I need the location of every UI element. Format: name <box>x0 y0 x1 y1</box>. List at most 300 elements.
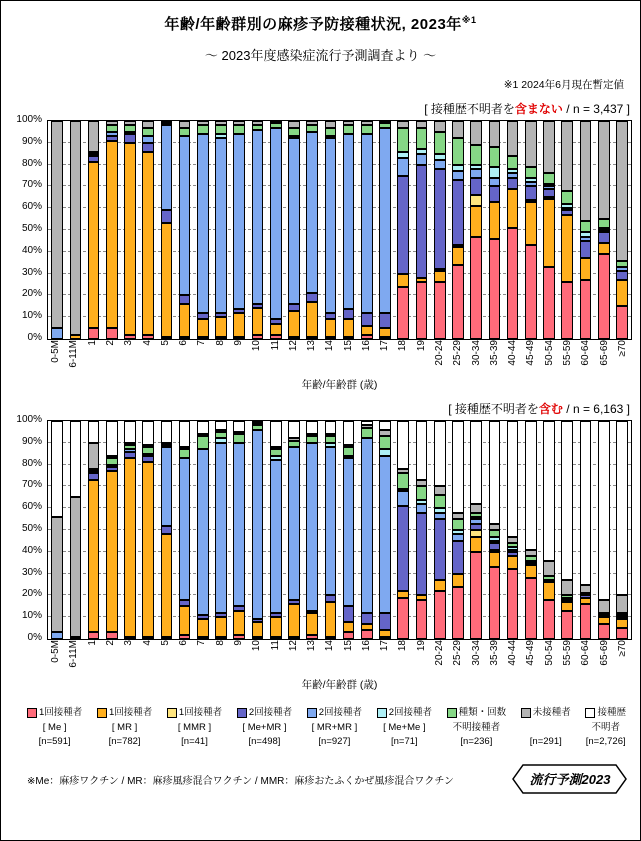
bar-segment <box>161 125 173 210</box>
bar-segment <box>397 506 409 591</box>
bar-column <box>139 421 157 639</box>
bar-segment <box>397 473 409 488</box>
y-tick-label: 30% <box>21 566 42 578</box>
bar-segment <box>379 637 391 639</box>
y-tick-label: 100% <box>16 414 42 425</box>
x-tick-label: 0-5M <box>50 640 62 663</box>
x-tick-label: 10 <box>251 340 263 352</box>
legend-swatch <box>307 708 317 718</box>
x-tick-label: 16 <box>360 640 372 652</box>
bar-column <box>576 421 594 639</box>
bar-segment <box>70 497 82 637</box>
legend-count: [n=71] <box>390 736 418 748</box>
x-tick-label: 13 <box>306 340 318 352</box>
bar-segment <box>452 138 464 164</box>
bar-segment <box>325 637 337 639</box>
x-tick-label: 6-11M <box>68 640 80 668</box>
bar-segment <box>543 561 555 576</box>
stacked-bar <box>142 421 154 639</box>
bar-segment <box>397 176 409 274</box>
stacked-bar <box>325 421 337 639</box>
y-tick-label: 80% <box>21 157 42 169</box>
bar-segment <box>88 421 100 443</box>
x-tick-label: 50-54 <box>543 640 555 666</box>
bar-segment <box>616 628 628 639</box>
bar-column <box>285 121 303 339</box>
bar-segment <box>161 447 173 525</box>
bar-segment <box>470 145 482 165</box>
bar-segment <box>215 125 227 134</box>
x-tick-label: 8 <box>214 340 226 346</box>
bar-segment <box>252 335 264 339</box>
x-tick-label: 3 <box>123 340 135 346</box>
bar-segment <box>470 121 482 145</box>
y-tick-label: 90% <box>21 435 42 447</box>
bar-segment <box>270 324 282 335</box>
bar-segment <box>561 580 573 595</box>
bar-segment <box>197 637 209 639</box>
bar-column <box>66 121 84 339</box>
bar-column <box>176 421 194 639</box>
y-tick-label: 20% <box>21 588 42 600</box>
bar-segment <box>434 169 446 269</box>
bar-segment <box>343 622 355 633</box>
bar-segment <box>561 191 573 204</box>
bar-segment <box>434 580 446 591</box>
legend-item <box>585 706 626 750</box>
legend-sublabel: [ Me ] <box>42 721 67 733</box>
bar-segment <box>379 328 391 337</box>
x-tick-label: 7 <box>196 640 208 646</box>
bar-segment <box>397 421 409 469</box>
x-tick-label: 20-24 <box>434 640 446 666</box>
legend-item <box>27 706 82 750</box>
bar-segment <box>489 239 501 339</box>
bar-segment <box>397 598 409 639</box>
y-tick-label: 70% <box>21 179 42 191</box>
chart-header-prefix: [ 接種歴不明者を <box>448 402 539 416</box>
x-tick-label: 3 <box>123 640 135 646</box>
bar-segment <box>270 637 282 639</box>
bar-segment <box>270 335 282 339</box>
x-tick-label: ≥70 <box>616 640 628 657</box>
bar-segment <box>361 134 373 313</box>
bar-column <box>248 421 266 639</box>
stacked-bar <box>106 121 118 339</box>
bar-segment <box>543 421 555 561</box>
bar-segment <box>434 121 446 132</box>
bar-segment <box>306 443 318 611</box>
bar-segment <box>470 206 482 237</box>
legend-swatch <box>167 708 177 718</box>
x-tick-label: 11 <box>269 640 281 651</box>
stacked-bar <box>70 421 82 639</box>
stacked-bar <box>270 421 282 639</box>
legend-count: [n=291] <box>529 735 562 747</box>
bar-segment <box>215 637 227 639</box>
bar-segment <box>379 337 391 339</box>
bar-segment <box>507 421 519 537</box>
legend-sublabel: 不明接種者 <box>452 721 501 733</box>
y-tick-label: 10% <box>21 610 42 622</box>
bar-segment <box>142 637 154 639</box>
stacked-bar <box>270 121 282 339</box>
x-tick-label: 6 <box>178 640 190 646</box>
bar-segment <box>233 134 245 308</box>
bar-segment <box>197 436 209 449</box>
bar-segment <box>434 132 446 154</box>
bar-segment <box>580 241 592 258</box>
y-tick-label: 60% <box>21 501 42 513</box>
legend-label: 1回接種者 <box>178 707 223 718</box>
bar-column <box>613 121 631 339</box>
x-tick-label: 45-49 <box>525 340 537 366</box>
bar-column <box>103 121 121 339</box>
bar-segment <box>452 180 464 245</box>
bar-segment <box>470 421 482 504</box>
bar-segment <box>325 128 337 137</box>
legend-count: [n=236] <box>460 736 493 748</box>
x-tick-label: 4 <box>141 340 153 346</box>
stacked-bar <box>124 121 136 339</box>
bar-column <box>394 121 412 339</box>
bar-segment <box>543 582 555 599</box>
bar-segment <box>361 613 373 624</box>
bar-segment <box>106 328 118 339</box>
stacked-bar <box>561 121 573 339</box>
bar-column <box>431 121 449 339</box>
x-tick-label: 19 <box>415 340 427 352</box>
legend-sublabel: [ MMR ] <box>177 721 212 733</box>
bar-segment <box>179 635 191 639</box>
x-tick-label: 15 <box>342 640 354 652</box>
bar-column <box>540 421 558 639</box>
stacked-bar <box>543 421 555 639</box>
stacked-bar <box>416 121 428 339</box>
bar-column <box>503 121 521 339</box>
y-tick-label: 100% <box>16 114 42 125</box>
bar-segment <box>288 128 300 137</box>
bar-segment <box>343 606 355 621</box>
bar-segment <box>561 421 573 580</box>
bar-segment <box>598 121 610 219</box>
legend-label: 未接種者 <box>532 707 571 718</box>
bar-segment <box>452 171 464 180</box>
x-tick-label: 65-69 <box>598 640 610 666</box>
bar-segment <box>452 247 464 264</box>
stacked-bar <box>252 421 264 639</box>
bar-segment <box>397 128 409 152</box>
stacked-bar <box>51 421 63 639</box>
bar-segment <box>179 449 191 458</box>
bar-segment <box>288 337 300 339</box>
bar-column <box>84 121 102 339</box>
bar-segment <box>580 604 592 639</box>
bar-segment <box>288 311 300 337</box>
bar-segment <box>142 143 154 152</box>
bar-segment <box>525 245 537 339</box>
stacked-bar <box>215 421 227 639</box>
bar-column <box>321 121 339 339</box>
x-tick-label: 1 <box>86 340 98 346</box>
stacked-bar <box>580 421 592 639</box>
bar-column <box>358 121 376 339</box>
legend-swatch <box>377 708 387 718</box>
bar-segment <box>470 504 482 513</box>
bar-segment <box>124 134 136 143</box>
bar-segment <box>470 178 482 195</box>
bar-segment <box>106 141 118 328</box>
x-tick-label: 65-69 <box>598 340 610 366</box>
bar-segment <box>489 178 501 187</box>
y-tick-label: 0% <box>27 632 42 643</box>
stacked-bar <box>70 121 82 339</box>
legend-count: [n=591] <box>38 736 71 748</box>
bar-segment <box>161 534 173 636</box>
legend-swatch <box>237 708 247 718</box>
bar-segment <box>470 195 482 206</box>
stacked-bar <box>525 121 537 339</box>
bar-segment <box>434 519 446 580</box>
x-tick-label: 20-24 <box>434 340 446 366</box>
bar-segment <box>215 317 227 337</box>
bar-column <box>212 421 230 639</box>
bar-segment <box>106 421 118 456</box>
bar-column <box>449 421 467 639</box>
bar-column <box>412 121 430 339</box>
bar-segment <box>325 319 337 336</box>
legend-label: 2回接種者 <box>248 707 293 718</box>
bar-column <box>230 421 248 639</box>
bar-segment <box>489 167 501 178</box>
page-subtitle: ～ 2023年度感染症流行予測調査より ～ <box>204 48 437 63</box>
bar-column <box>121 421 139 639</box>
stacked-bar <box>434 421 446 639</box>
bar-column <box>595 421 613 639</box>
bar-segment <box>252 308 264 334</box>
bar-segment <box>288 138 300 304</box>
legend-sublabel: 不明者 <box>591 721 620 733</box>
bar-segment <box>161 223 173 336</box>
stacked-bar <box>561 421 573 639</box>
bar-segment <box>270 617 282 637</box>
x-axis-title: 年齢/年齢群 (歳) <box>301 379 378 391</box>
chart-header-suffix: / n = 3,437 ] <box>562 102 630 116</box>
x-tick-label: 1 <box>86 640 98 646</box>
bar-column <box>194 421 212 639</box>
bar-segment <box>306 337 318 339</box>
bar-segment <box>507 121 519 156</box>
bar-segment <box>543 189 555 198</box>
bar-column <box>485 121 503 339</box>
x-tick-label: 16 <box>360 340 372 352</box>
bar-segment <box>70 637 82 639</box>
bar-segment <box>452 121 464 138</box>
bar-segment <box>598 421 610 600</box>
bar-segment <box>343 134 355 308</box>
bar-column <box>212 121 230 339</box>
bar-segment <box>416 486 428 499</box>
x-tick-label: 55-59 <box>562 340 574 366</box>
legend-item <box>377 706 432 750</box>
bar-segment <box>124 421 136 443</box>
bar-segment <box>88 443 100 469</box>
stacked-bar <box>343 121 355 339</box>
bar-segment <box>452 587 464 639</box>
page-title-footnote-mark: ※1 <box>461 15 477 25</box>
y-tick-label: 90% <box>21 135 42 147</box>
bar-segment <box>580 258 592 280</box>
bar-segment <box>470 169 482 178</box>
bar-segment <box>161 337 173 339</box>
bar-column <box>358 421 376 639</box>
bar-column <box>394 421 412 639</box>
bar-segment <box>580 221 592 232</box>
bar-segment <box>561 602 573 611</box>
bar-segment <box>142 335 154 339</box>
stacked-bar <box>452 421 464 639</box>
bar-segment <box>288 447 300 600</box>
x-tick-label: 7 <box>196 340 208 346</box>
bar-segment <box>325 602 337 637</box>
bar-segment <box>416 513 428 596</box>
bar-segment <box>580 121 592 221</box>
legend-sublabel: [ Me+MR ] <box>242 721 287 733</box>
bar-segment <box>124 637 136 639</box>
x-tick-label: 17 <box>379 640 391 652</box>
bar-segment <box>598 600 610 613</box>
bar-column <box>558 121 576 339</box>
bar-segment <box>489 186 501 201</box>
bar-segment <box>306 132 318 293</box>
bar-column <box>467 421 485 639</box>
x-tick-label: 25-29 <box>452 640 464 666</box>
bar-segment <box>179 136 191 295</box>
bar-segment <box>197 449 209 615</box>
bar-column <box>267 421 285 639</box>
bar-segment <box>507 228 519 339</box>
y-tick-label: 30% <box>21 266 42 278</box>
bar-segment <box>288 604 300 637</box>
bar-segment <box>507 189 519 228</box>
bar-segment <box>416 504 428 513</box>
bar-segment <box>489 567 501 639</box>
x-tick-label: 12 <box>287 640 299 652</box>
bar-segment <box>142 152 154 335</box>
chart-header-prefix: [ 接種歴不明者を <box>424 102 515 116</box>
stacked-bar <box>361 121 373 339</box>
bar-segment <box>452 519 464 530</box>
stacked-bar <box>106 421 118 639</box>
bar-segment <box>434 591 446 639</box>
page-title <box>1 1 640 34</box>
bar-segment <box>525 202 537 246</box>
bar-segment <box>616 595 628 612</box>
bar-segment <box>434 282 446 339</box>
bar-segment <box>525 421 537 550</box>
bar-segment <box>88 480 100 633</box>
legend-sublabel: [ Me+Me ] <box>383 721 426 733</box>
stacked-bar <box>88 421 100 639</box>
stacked-bar <box>397 121 409 339</box>
bar-segment <box>489 121 501 147</box>
bar-segment <box>288 637 300 639</box>
bar-column <box>194 121 212 339</box>
stacked-bar <box>598 121 610 339</box>
bar-segment <box>525 186 537 199</box>
legend-item <box>521 706 571 750</box>
bar-column <box>522 421 540 639</box>
bar-segment <box>215 138 227 312</box>
bar-segment <box>598 219 610 228</box>
bar-segment <box>233 337 245 339</box>
bar-segment <box>543 600 555 639</box>
stacked-bar <box>452 121 464 339</box>
stacked-bar <box>379 121 391 339</box>
x-tick-label: 60-64 <box>580 340 592 366</box>
x-tick-label: 19 <box>415 640 427 652</box>
stacked-bar <box>580 121 592 339</box>
bar-column <box>48 421 66 639</box>
bar-column <box>576 121 594 339</box>
bar-column <box>467 121 485 339</box>
y-tick-label: 20% <box>21 288 42 300</box>
bar-segment <box>580 421 592 585</box>
bar-column <box>285 421 303 639</box>
chart-excluding-unknown <box>11 100 632 392</box>
bar-column <box>595 121 613 339</box>
bar-column <box>449 121 467 339</box>
bar-segment <box>197 134 209 313</box>
bar-segment <box>543 121 555 173</box>
stacked-bar <box>306 121 318 339</box>
stacked-bar <box>525 421 537 639</box>
bar-segment <box>543 199 555 267</box>
bar-column <box>540 121 558 339</box>
bar-segment <box>124 458 136 637</box>
stacked-bar <box>197 121 209 339</box>
y-tick-label: 50% <box>21 223 42 234</box>
bar-segment <box>343 337 355 339</box>
bar-segment <box>507 156 519 169</box>
bar-segment <box>325 447 337 595</box>
bar-segment <box>270 460 282 613</box>
bar-segment <box>379 613 391 630</box>
legend-swatch <box>585 708 595 718</box>
bar-segment <box>252 430 264 620</box>
y-tick-label: 0% <box>27 332 42 343</box>
bar-column <box>340 421 358 639</box>
bar-segment <box>306 302 318 337</box>
bar-segment <box>561 215 573 283</box>
legend-item <box>167 706 222 750</box>
bar-segment <box>124 335 136 339</box>
bar-segment <box>525 565 537 578</box>
bar-segment <box>616 280 628 306</box>
bar-segment <box>306 635 318 639</box>
bar-segment <box>325 138 337 312</box>
bar-segment <box>434 495 446 508</box>
bar-segment <box>252 622 264 637</box>
bar-segment <box>434 271 446 282</box>
stacked-bar <box>598 421 610 639</box>
chart-header-emphasis: 含まない <box>514 102 563 116</box>
y-tick-label: 10% <box>21 310 42 322</box>
stacked-bar <box>470 121 482 339</box>
bar-segment <box>233 313 245 337</box>
bar-segment <box>525 578 537 639</box>
bar-segment <box>124 143 136 335</box>
